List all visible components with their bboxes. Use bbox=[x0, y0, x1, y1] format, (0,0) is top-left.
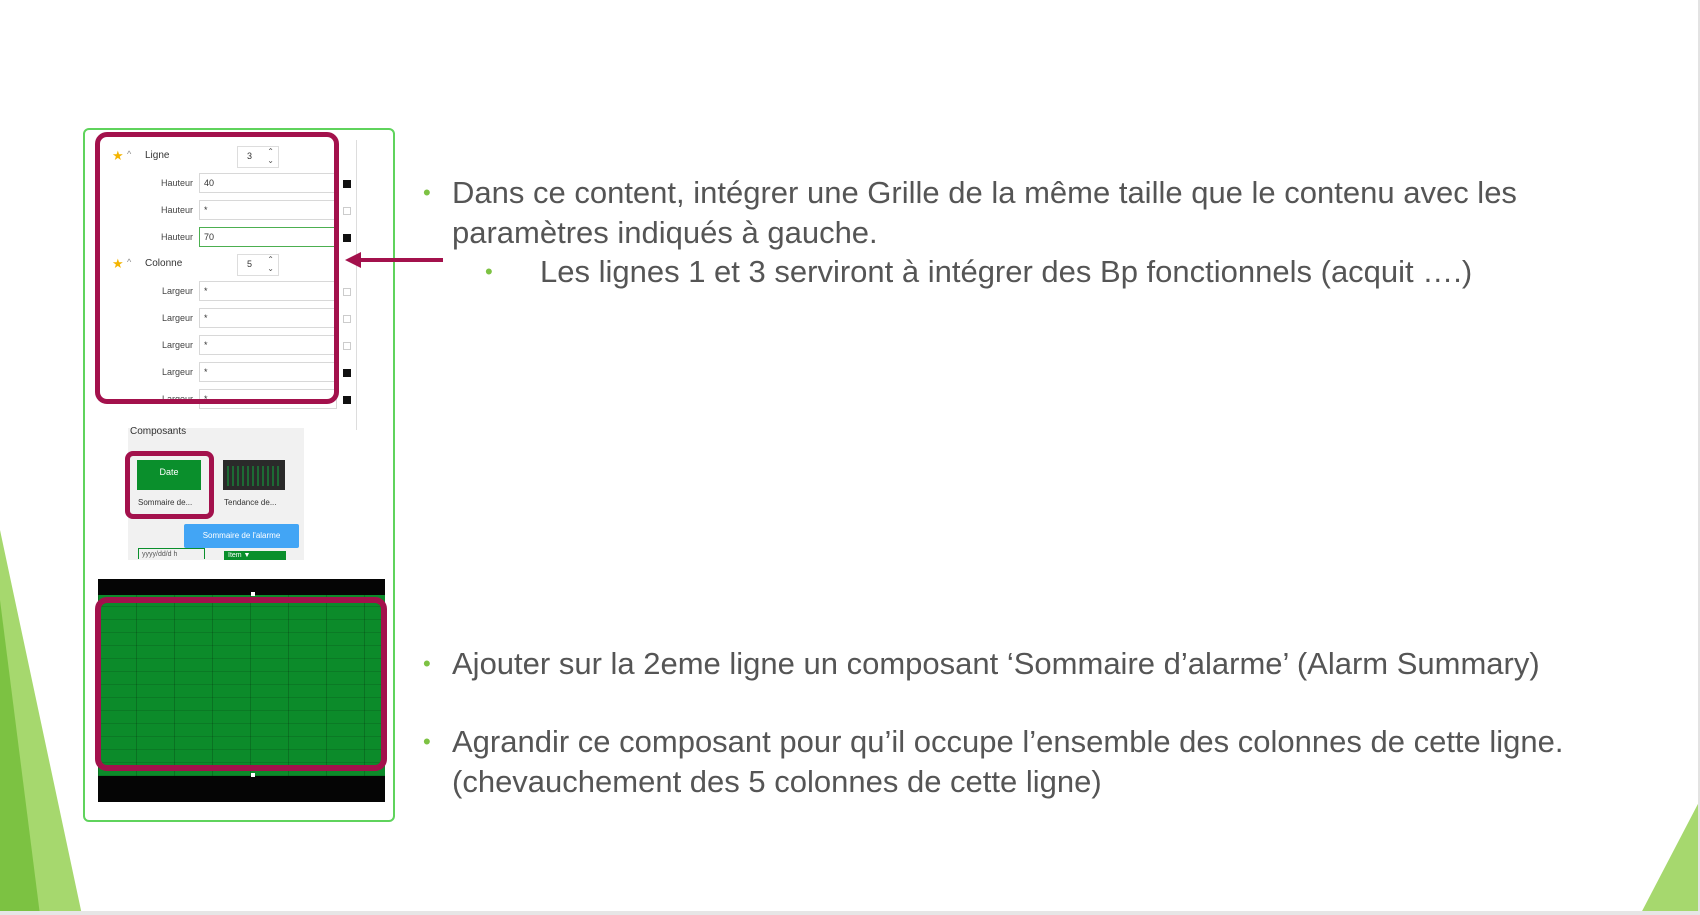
ligne-count-value: 3 bbox=[247, 151, 253, 161]
binding-marker[interactable] bbox=[343, 288, 351, 296]
resize-handle[interactable] bbox=[251, 592, 255, 596]
bullet-2-text: Les lignes 1 et 3 serviront à intégrer des Bp fonctionnels (acquit ….) bbox=[540, 254, 1473, 289]
bullet-dot-icon: • bbox=[423, 729, 431, 754]
largeur-field[interactable]: * bbox=[199, 308, 337, 328]
bullet-4-text: Agrandir ce composant pour qu’il occupe l’ensemble des colonnes de cette ligne. (chevauchement des 5 colonnes de cette ligne) bbox=[452, 724, 1564, 799]
bullet-1-text: Dans ce content, intégrer une Grille de la même taille que le contenu avec les paramètres indiqués à gauche. bbox=[452, 175, 1517, 250]
mini-dropdown-button[interactable]: Item ▼ bbox=[224, 551, 286, 560]
binding-marker[interactable] bbox=[343, 369, 351, 377]
bullet-dot-icon: • bbox=[423, 651, 431, 676]
stepper-arrows-icon[interactable]: ⌃ ⌄ bbox=[267, 255, 274, 273]
frame-edge-bottom bbox=[0, 911, 1700, 915]
bullet-dot-icon: • bbox=[485, 259, 493, 284]
properties-highlight bbox=[95, 132, 339, 404]
tile-label-tendance: Tendance de... bbox=[224, 498, 277, 507]
binding-marker[interactable] bbox=[343, 315, 351, 323]
panel-divider bbox=[356, 140, 357, 430]
mini-input[interactable]: yyyy/dd/d h bbox=[138, 548, 205, 559]
bullet-3-text: Ajouter sur la 2eme ligne un composant ‘Sommaire d’alarme’ (Alarm Summary) bbox=[452, 646, 1540, 681]
largeur-label: Largeur bbox=[161, 340, 193, 350]
chevron-up-icon[interactable]: ^ bbox=[127, 257, 132, 267]
component-tooltip: Sommaire de l'alarme bbox=[184, 524, 299, 548]
binding-marker[interactable] bbox=[343, 342, 351, 350]
bullet-4 bbox=[423, 722, 1692, 802]
tile-highlight bbox=[125, 451, 214, 519]
hauteur-field[interactable]: 40 bbox=[199, 173, 337, 193]
grid-top-row bbox=[98, 579, 385, 596]
binding-marker[interactable] bbox=[343, 234, 351, 242]
grid-highlight bbox=[95, 597, 387, 771]
stepper-arrows-icon[interactable]: ⌃ ⌄ bbox=[267, 147, 274, 165]
resize-handle[interactable] bbox=[251, 773, 255, 777]
hauteur-label: Hauteur bbox=[160, 178, 193, 188]
bullet-2 bbox=[485, 252, 1640, 292]
hauteur-label: Hauteur bbox=[160, 205, 193, 215]
ligne-label: Ligne bbox=[145, 150, 170, 161]
largeur-field[interactable]: * bbox=[199, 389, 337, 409]
hauteur-label: Hauteur bbox=[160, 232, 193, 242]
trend-bars-icon bbox=[227, 466, 281, 486]
bullet-3 bbox=[423, 644, 1672, 684]
composants-title: Composants bbox=[130, 426, 187, 437]
tile-label-sommaire: Sommaire de... bbox=[138, 498, 193, 507]
star-icon: ★ bbox=[112, 256, 124, 271]
colonne-count-value: 5 bbox=[247, 259, 253, 269]
decorative-left-shape bbox=[0, 0, 90, 915]
largeur-field[interactable]: * bbox=[199, 335, 337, 355]
hauteur-field[interactable]: * bbox=[199, 200, 337, 220]
largeur-label: Largeur bbox=[161, 286, 193, 296]
date-tile[interactable]: Date bbox=[137, 460, 201, 490]
grid-bottom-row bbox=[98, 776, 385, 802]
colonne-label: Colonne bbox=[145, 258, 183, 269]
largeur-field[interactable]: * bbox=[199, 281, 337, 301]
largeur-label: Largeur bbox=[161, 394, 193, 404]
largeur-label: Largeur bbox=[161, 313, 193, 323]
bullet-1 bbox=[423, 173, 1652, 253]
largeur-label: Largeur bbox=[161, 367, 193, 377]
arrow-left-icon bbox=[345, 250, 445, 270]
binding-marker[interactable] bbox=[343, 207, 351, 215]
binding-marker[interactable] bbox=[343, 180, 351, 188]
trend-tile[interactable] bbox=[223, 460, 285, 490]
star-icon: ★ bbox=[112, 148, 124, 163]
bullet-dot-icon: • bbox=[423, 180, 431, 205]
largeur-field[interactable]: * bbox=[199, 362, 337, 382]
hauteur-field[interactable]: 70 bbox=[199, 227, 337, 247]
chevron-up-icon[interactable]: ^ bbox=[127, 149, 132, 159]
binding-marker[interactable] bbox=[343, 396, 351, 404]
